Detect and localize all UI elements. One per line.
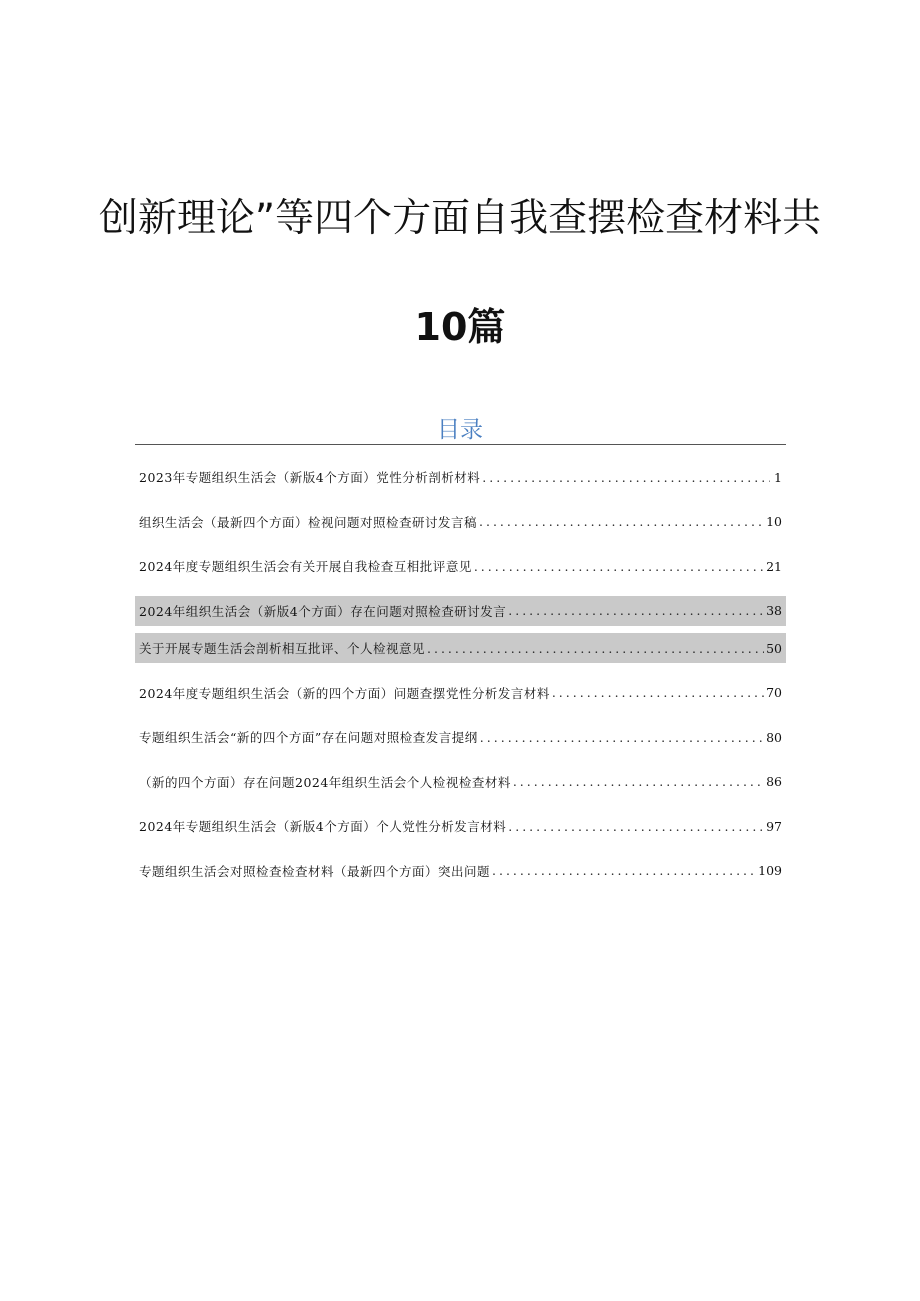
toc-entry[interactable] bbox=[135, 500, 786, 545]
toc-leader-dots bbox=[480, 730, 764, 745]
toc-entry-page: 21 bbox=[766, 558, 782, 574]
toc-leader-dots bbox=[552, 685, 764, 700]
toc-entry-page: 10 bbox=[766, 514, 782, 530]
toc-entry[interactable] bbox=[135, 544, 786, 589]
toc-entry-title: 2023年专题组织生活会（新版4个方面）党性分析剖析材料 bbox=[139, 470, 481, 486]
toc-entry[interactable] bbox=[135, 760, 786, 805]
toc-entry[interactable] bbox=[135, 715, 786, 760]
toc-entry-title: 组织生活会（最新四个方面）检视问题对照检查研讨发言稿 bbox=[139, 514, 478, 530]
toc-entry-page: 38 bbox=[766, 603, 782, 618]
toc-entry-title: 2024年组织生活会（新版4个方面）存在问题对照检查研讨发言 bbox=[139, 603, 507, 619]
toc-divider bbox=[135, 444, 786, 445]
toc-leader-dots bbox=[508, 819, 764, 834]
toc-leader-dots bbox=[474, 559, 764, 574]
toc-entry-title: 关于开展专题生活会剖析相互批评、个人检视意见 bbox=[139, 641, 426, 656]
toc-entry-highlighted[interactable] bbox=[135, 633, 786, 663]
toc-entry-page: 109 bbox=[758, 863, 782, 879]
toc-leader-dots bbox=[479, 514, 764, 529]
toc-leader-dots bbox=[508, 603, 764, 618]
toc-entry-title: （新的四个方面）存在问题2024年组织生活会个人检视检查材料 bbox=[139, 774, 511, 790]
toc-list bbox=[135, 455, 786, 893]
toc-heading: 目录 bbox=[437, 417, 483, 443]
toc-entry-title: 专题组织生活会对照检查检查材料（最新四个方面）突出问题 bbox=[139, 863, 491, 879]
toc-leader-dots bbox=[492, 863, 756, 878]
document-title-line-1: 创新理论”等四个方面自我查摆检查材料共 bbox=[98, 196, 822, 241]
toc-entry-page: 86 bbox=[766, 774, 782, 790]
toc-entry[interactable] bbox=[135, 455, 786, 500]
toc-entry-page: 70 bbox=[766, 685, 782, 701]
toc-entry[interactable] bbox=[135, 671, 786, 716]
toc-entry-page: 50 bbox=[766, 640, 782, 656]
toc-leader-dots bbox=[513, 774, 764, 789]
toc-entry-title: 2024年度专题组织生活会有关开展自我检查互相批评意见 bbox=[139, 559, 472, 575]
toc-leader-dots bbox=[427, 641, 764, 656]
document-title-line-2: 10篇 bbox=[414, 305, 506, 349]
toc-leader-dots bbox=[482, 470, 770, 485]
toc-entry-page: 80 bbox=[766, 729, 782, 745]
toc-entry-title: 2024年专题组织生活会（新版4个方面）个人党性分析发言材料 bbox=[139, 819, 507, 835]
toc-entry[interactable] bbox=[135, 804, 786, 849]
toc-entry-title: 2024年度专题组织生活会（新的四个方面）问题查摆党性分析发言材料 bbox=[139, 685, 550, 701]
toc-entry-title: 专题组织生活会“新的四个方面”存在问题对照检查发言提纲 bbox=[139, 730, 478, 746]
toc-entry-page: 97 bbox=[766, 818, 782, 834]
toc-entry-highlighted[interactable] bbox=[135, 596, 786, 626]
toc-entry[interactable] bbox=[135, 849, 786, 894]
toc-entry-page: 1 bbox=[774, 469, 782, 485]
